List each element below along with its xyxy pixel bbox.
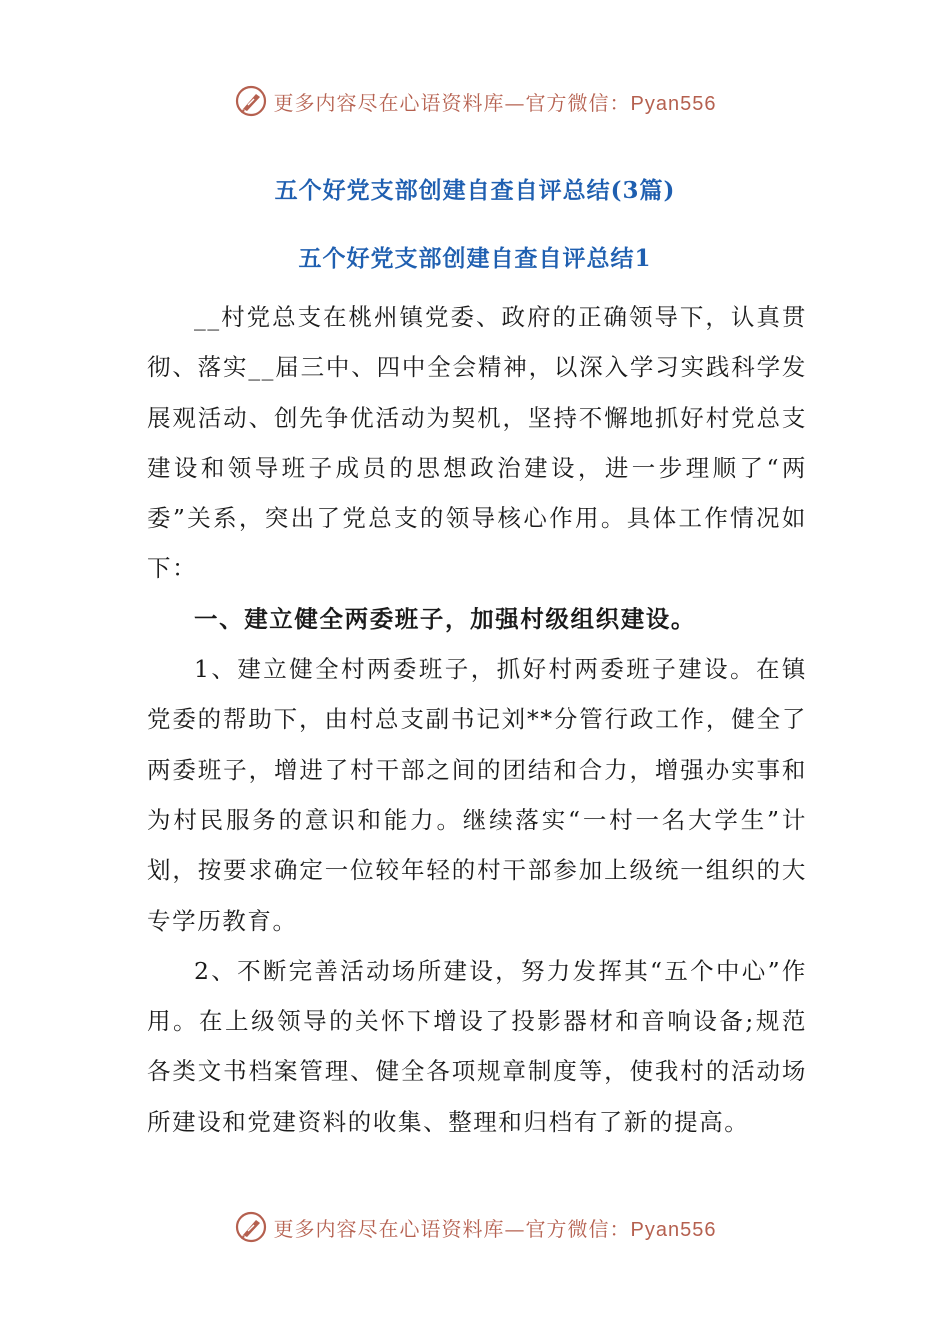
- banner-text-cn: 更多内容尽在心语资料库—官方微信：: [273, 90, 631, 115]
- header-banner: [0, 84, 950, 118]
- document-title: 五个好党支部创建自查自评总结(3篇): [274, 177, 676, 204]
- document-body: [147, 292, 807, 1147]
- pen-nib-logo-icon: [234, 84, 268, 118]
- document-subtitle: 五个好党支部创建自查自评总结1: [298, 245, 652, 272]
- banner-text-cn: 更多内容尽在心语资料库—官方微信：: [273, 1216, 631, 1241]
- section-heading-1: 一、建立健全两委班子，加强村级组织建设。: [194, 604, 696, 633]
- banner-wechat-id: Pyan556: [630, 92, 717, 115]
- pen-nib-logo-icon: [234, 1210, 268, 1244]
- banner-wechat-id: Pyan556: [630, 1218, 717, 1241]
- banner-text: [274, 1213, 717, 1242]
- footer-banner: [0, 1210, 950, 1244]
- banner-text: [274, 87, 717, 116]
- paragraph-item-1: 1、建立健全村两委班子，抓好村两委班子建设。在镇党委的帮助下，由村总支副书记刘**分管行政工作，健全了两委班子，增进了村干部之间的团结和合力，增强办实事和为村民服务的意识和能力。继续落实“一村一名大学生”计划，按要求确定一位较年轻的村干部参加上级统一组织的大专学历教育。: [147, 655, 807, 935]
- paragraph-item-2: 2、不断完善活动场所建设，努力发挥其“五个中心”作用。在上级领导的关怀下增设了投影器材和音响设备;规范各类文书档案管理、健全各项规章制度等，使我村的活动场所建设和党建资料的收集、整理和归档有了新的提高。: [147, 956, 807, 1136]
- paragraph-intro: __村党总支在桃州镇党委、政府的正确领导下，认真贯彻、落实__届三中、四中全会精神，以深入学习实践科学发展观活动、创先争优活动为契机，坚持不懈地抓好村党总支建设和领导班子成员的思想政治建设，进一步理顺了“两委”关系，突出了党总支的领导核心作用。具体工作情况如下：: [147, 303, 807, 583]
